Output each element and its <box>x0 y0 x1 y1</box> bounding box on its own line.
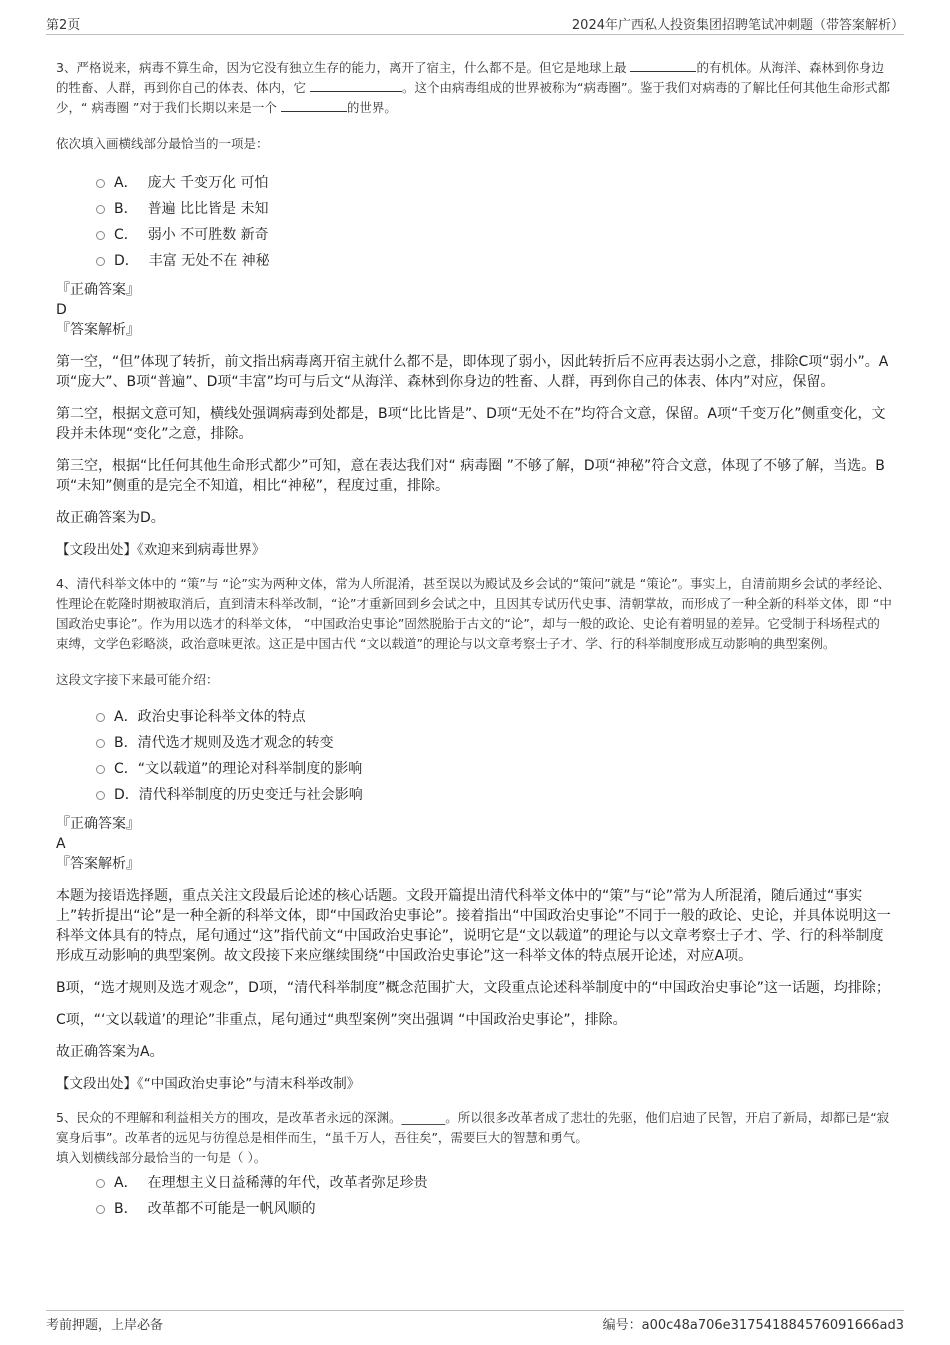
question-4-options <box>56 704 892 808</box>
answer-value: A <box>56 836 66 852</box>
radio-icon[interactable] <box>96 257 105 266</box>
option-c[interactable]: C．“文以载道”的理论对科举制度的影响 <box>56 756 892 782</box>
option-b[interactable]: B． 改革都不可能是一帆风顺的 <box>56 1196 892 1222</box>
analysis-label: 『答案解析』 <box>56 322 140 338</box>
question-4-prompt: 这段文字接下来最可能介绍： <box>56 672 219 687</box>
answer-label: 『正确答案』 <box>56 282 140 298</box>
analysis-conclusion: 故正确答案为A。 <box>56 1044 164 1060</box>
analysis-paragraph: 第三空，根据“比任何其他生命形式都少”可知，意在表达我们对“ 病毒圈 ”不够了解，D项“神秘”符合文意，体现了不够了解，当选。B项“未知”侧重的是完全不知道，相比“神秘”，程度过重，排除。 <box>56 458 885 494</box>
page-header <box>46 10 904 35</box>
passage-source: 【文段出处】《“中国政治史事论”与清末科举改制》 <box>56 1076 361 1092</box>
question-5 <box>56 1108 892 1222</box>
page-number: 第2页 <box>46 18 81 33</box>
page-footer <box>46 1310 904 1335</box>
blank-1 <box>630 58 696 72</box>
option-b[interactable]: B．清代选才规则及选才观念的转变 <box>56 730 892 756</box>
question-3-text: 3、严格说来，病毒不算生命，因为它没有独立生存的能力，离开了宿主，什么都不是。但它是地球上最 的有机体。从海洋、森林到你身边的牲畜、人群，再到你自己的体表、体内，它 。这个由病毒组成的世界被称为“病毒圈”。鉴于我们对病毒的了解比任何其他生命形式都少，“ 病毒圈 ”对于我们长期以来是一个 的世界。 <box>56 60 890 115</box>
footer-slogan: 考前押题，上岸必备 <box>46 1318 164 1333</box>
radio-icon[interactable] <box>96 791 105 800</box>
answer-label: 『正确答案』 <box>56 816 140 832</box>
option-d[interactable]: D．清代科举制度的历史变迁与社会影响 <box>56 782 892 808</box>
radio-icon[interactable] <box>96 713 105 722</box>
option-c[interactable]: C． 弱小 不可胜数 新奇 <box>56 222 892 248</box>
radio-icon[interactable] <box>96 179 105 188</box>
analysis-conclusion: 故正确答案为D。 <box>56 510 165 526</box>
question-4-text: 4、清代科举文体中的 “策”与 “论”实为两种文体，常为人所混淆，甚至误以为殿试及乡会试的“策问”就是 “策论”。事实上，自清前期乡会试的孝经论、性理论在乾隆时期被取消后，直到清末科举改制，“论”才重新回到乡会试之中，且因其专试历代史事、清朝掌故，而形成了一种全新的科举文体，即 “中国政治史事论”。作为用以选才的科举文体， “中国政治史事论”固然脱胎于古文的“论”，却与一般的政论、史论有着明显的差异。它受制于科场程式的束缚，文学色彩略淡，政治意味更浓。这正是中国古代 “文以载道”的理论与以文章考察士子才、学、行的科举制度形成互动影响的典型案例。 <box>56 576 892 651</box>
option-a[interactable]: A． 在理想主义日益稀薄的年代，改革者弥足珍贵 <box>56 1170 892 1196</box>
analysis-label: 『答案解析』 <box>56 856 140 872</box>
option-d[interactable]: D． 丰富 无处不在 神秘 <box>56 248 892 274</box>
analysis-paragraph: B项，“选才规则及选才观念”，D项，“清代科举制度”概念范围扩大，文段重点论述科举制度中的“中国政治史事论”这一话题，均排除； <box>56 980 890 996</box>
question-5-text: 5、民众的不理解和利益相关方的围攻，是改革者永远的深渊。_______。所以很多改革者成了悲壮的先驱，他们启迪了民智，开启了新局，却都已是“寂寞身后事”。改革者的远见与彷徨总是相伴而生，“虽千万人，吾往矣”，需要巨大的智慧和勇气。 <box>56 1110 890 1145</box>
question-4 <box>56 574 892 1094</box>
question-3-options <box>56 170 892 274</box>
option-b[interactable]: B． 普遍 比比皆是 未知 <box>56 196 892 222</box>
main-content <box>56 58 892 1222</box>
document-id: 编号：a00c48a706e317541884576091666ad3 <box>602 1318 904 1333</box>
analysis-paragraph: 第二空，根据文意可知，横线处强调病毒到处都是，B项“比比皆是”、D项“无处不在”均符合文意，保留。A项“千变万化”侧重变化，文段并未体现“变化”之意，排除。 <box>56 406 886 442</box>
blank-3 <box>281 98 347 112</box>
option-a[interactable]: A．政治史事论科举文体的特点 <box>56 704 892 730</box>
answer-value: D <box>56 302 67 318</box>
radio-icon[interactable] <box>96 231 105 240</box>
radio-icon[interactable] <box>96 1205 105 1214</box>
question-3-prompt: 依次填入画横线部分最恰当的一项是： <box>56 136 269 151</box>
question-3 <box>56 58 892 560</box>
passage-source: 【文段出处】《欢迎来到病毒世界》 <box>56 542 266 558</box>
radio-icon[interactable] <box>96 739 105 748</box>
radio-icon[interactable] <box>96 1179 105 1188</box>
blank-2 <box>310 78 402 92</box>
analysis-paragraph: 第一空，“但”体现了转折，前文指出病毒离开宿主就什么都不是，即体现了弱小，因此转折后不应再表达弱小之意，排除C项“弱小”。A项“庞大”、B项“普遍”、D项“丰富”均可与后文“从海洋、森林到你身边的牲畜、人群，再到你自己的体表、体内”对应，保留。 <box>56 354 889 390</box>
analysis-paragraph: C项，“‘文以载道’的理论”非重点，尾句通过“典型案例”突出强调 “中国政治史事论”，排除。 <box>56 1012 627 1028</box>
document-title: 2024年广西私人投资集团招聘笔试冲刺题（带答案解析） <box>571 18 904 33</box>
question-5-options <box>56 1170 892 1222</box>
question-5-prompt: 填入划横线部分最恰当的一句是（ ）。 <box>56 1150 267 1165</box>
analysis-paragraph: 本题为接语选择题，重点关注文段最后论述的核心话题。文段开篇提出清代科举文体中的“策”与“论”常为人所混淆，随后通过“事实上”转折提出“论”是一种全新的科举文体，即“中国政治史事论”。接着指出“中国政治史事论”不同于一般的政论、史论，并具体说明这一科举文体具有的特点，尾句通过“这”指代前文“中国政治史事论”，说明它是“文以载道”的理论与以文章考察士子才、学、行的科举制度形成互动影响的典型案例。故文段接下来应继续围绕“中国政治史事论”这一科举文体的特点展开论述，对应A项。 <box>56 888 891 964</box>
radio-icon[interactable] <box>96 205 105 214</box>
option-a[interactable]: A． 庞大 千变万化 可怕 <box>56 170 892 196</box>
radio-icon[interactable] <box>96 765 105 774</box>
